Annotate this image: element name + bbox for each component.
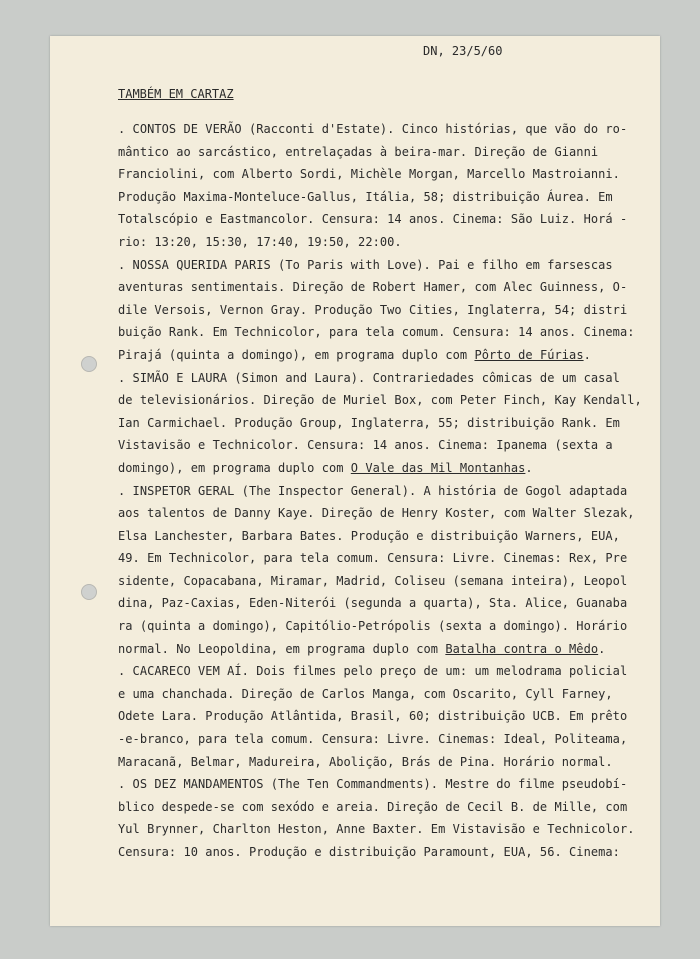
text-line: dina, Paz-Caxias, Eden-Niterói (segunda a quarta), Sta. Alice, Guanaba (118, 596, 628, 611)
text-line: Vistavisão e Technicolor. Censura: 14 anos. Cinema: Ipanema (sexta a (118, 438, 613, 453)
punch-hole (81, 356, 97, 372)
text-line: Odete Lara. Produção Atlântida, Brasil, 60; distribuição UCB. Em prêto (118, 709, 628, 724)
punch-hole (81, 584, 97, 600)
text-line: Elsa Lanchester, Barbara Bates. Produção e distribuição Warners, EUA, (118, 528, 620, 543)
text-line: rio: 13:20, 15:30, 17:40, 19:50, 22:00. (118, 234, 402, 249)
text-line: Yul Brynner, Charlton Heston, Anne Baxter. Em Vistavisão e Technicolor. (118, 822, 635, 837)
text-line: 49. Em Technicolor, para tela comum. Censura: Livre. Cinemas: Rex, Pre (118, 551, 628, 566)
text-line: domingo), em programa duplo com O Vale das Mil Montanhas. (118, 460, 533, 475)
typewritten-page (50, 36, 660, 926)
text-line: e uma chanchada. Direção de Carlos Manga, com Oscarito, Cyll Farney, (118, 686, 613, 701)
text-line: Censura: 10 anos. Produção e distribuição Paramount, EUA, 56. Cinema: (118, 845, 620, 859)
film-title: Pôrto de Fúrias (474, 347, 584, 362)
text-line: Maracanã, Belmar, Madureira, Abolição, Brás de Pina. Horário normal. (118, 754, 613, 769)
text-line: dile Versois, Vernon Gray. Produção Two Cities, Inglaterra, 54; distri (118, 302, 628, 317)
text-line: aos talentos de Danny Kaye. Direção de Henry Koster, com Walter Slezak, (118, 506, 635, 521)
text-line: Franciolini, com Alberto Sordi, Michèle Morgan, Marcello Mastroianni. (118, 167, 620, 182)
text-line: Ian Carmichael. Produção Group, Inglaterra, 55; distribuição Rank. Em (118, 415, 620, 430)
text-line: de televisionários. Direção de Muriel Box, com Peter Finch, Kay Kendall, (118, 393, 642, 408)
text-line: Pirajá (quinta a domingo), em programa duplo com Pôrto de Fúrias. (118, 347, 591, 362)
text-line: . CACARECO VEM AÍ. Dois filmes pelo preço de um: um melodrama policial (118, 664, 628, 679)
text-line: . CONTOS DE VERÃO (Racconti d'Estate). Cinco histórias, que vão do ro- (118, 122, 628, 136)
text-line: Totalscópio e Eastmancolor. Censura: 14 anos. Cinema: São Luiz. Horá - (118, 212, 628, 227)
text-line: . INSPETOR GERAL (The Inspector General). A história de Gogol adaptada (118, 483, 628, 498)
film-title: O Vale das Mil Montanhas (350, 460, 526, 475)
film-title: Batalha contra o Mêdo (445, 641, 599, 656)
text-line: Produção Maxima-Monteluce-Gallus, Itália, 58; distribuição Áurea. Em (118, 189, 613, 204)
text-line: -e-branco, para tela comum. Censura: Livre. Cinemas: Ideal, Politeama, (118, 732, 628, 747)
text-line: blico despede-se com sexódo e areia. Direção de Cecil B. de Mille, com (118, 799, 628, 814)
text-line: aventuras sentimentais. Direção de Robert Hamer, com Alec Guinness, O- (118, 280, 628, 295)
text-line: mântico ao sarcástico, entrelaçadas à beira-mar. Direção de Gianni (118, 144, 599, 159)
text-line: . SIMÃO E LAURA (Simon and Laura). Contrariedades cômicas de um casal (118, 370, 620, 385)
text-line: ra (quinta a domingo), Capitólio-Petrópolis (sexta a domingo). Horário (118, 619, 628, 634)
page-heading: TAMBÉM EM CARTAZ (118, 87, 234, 101)
document-reference: DN, 23/5/60 (423, 44, 503, 58)
text-line: . NOSSA QUERIDA PARIS (To Paris with Love). Pai e filho em farsescas (118, 257, 613, 272)
text-line: buição Rank. Em Technicolor, para tela comum. Censura: 14 anos. Cinema: (118, 325, 635, 340)
listings-text (118, 118, 658, 864)
text-line: . OS DEZ MANDAMENTOS (The Ten Commandments). Mestre do filme pseudobí- (118, 777, 628, 792)
text-line: sidente, Copacabana, Miramar, Madrid, Coliseu (semana inteira), Leopol (118, 573, 628, 588)
text-line: normal. No Leopoldina, em programa duplo com Batalha contra o Mêdo. (118, 641, 606, 656)
